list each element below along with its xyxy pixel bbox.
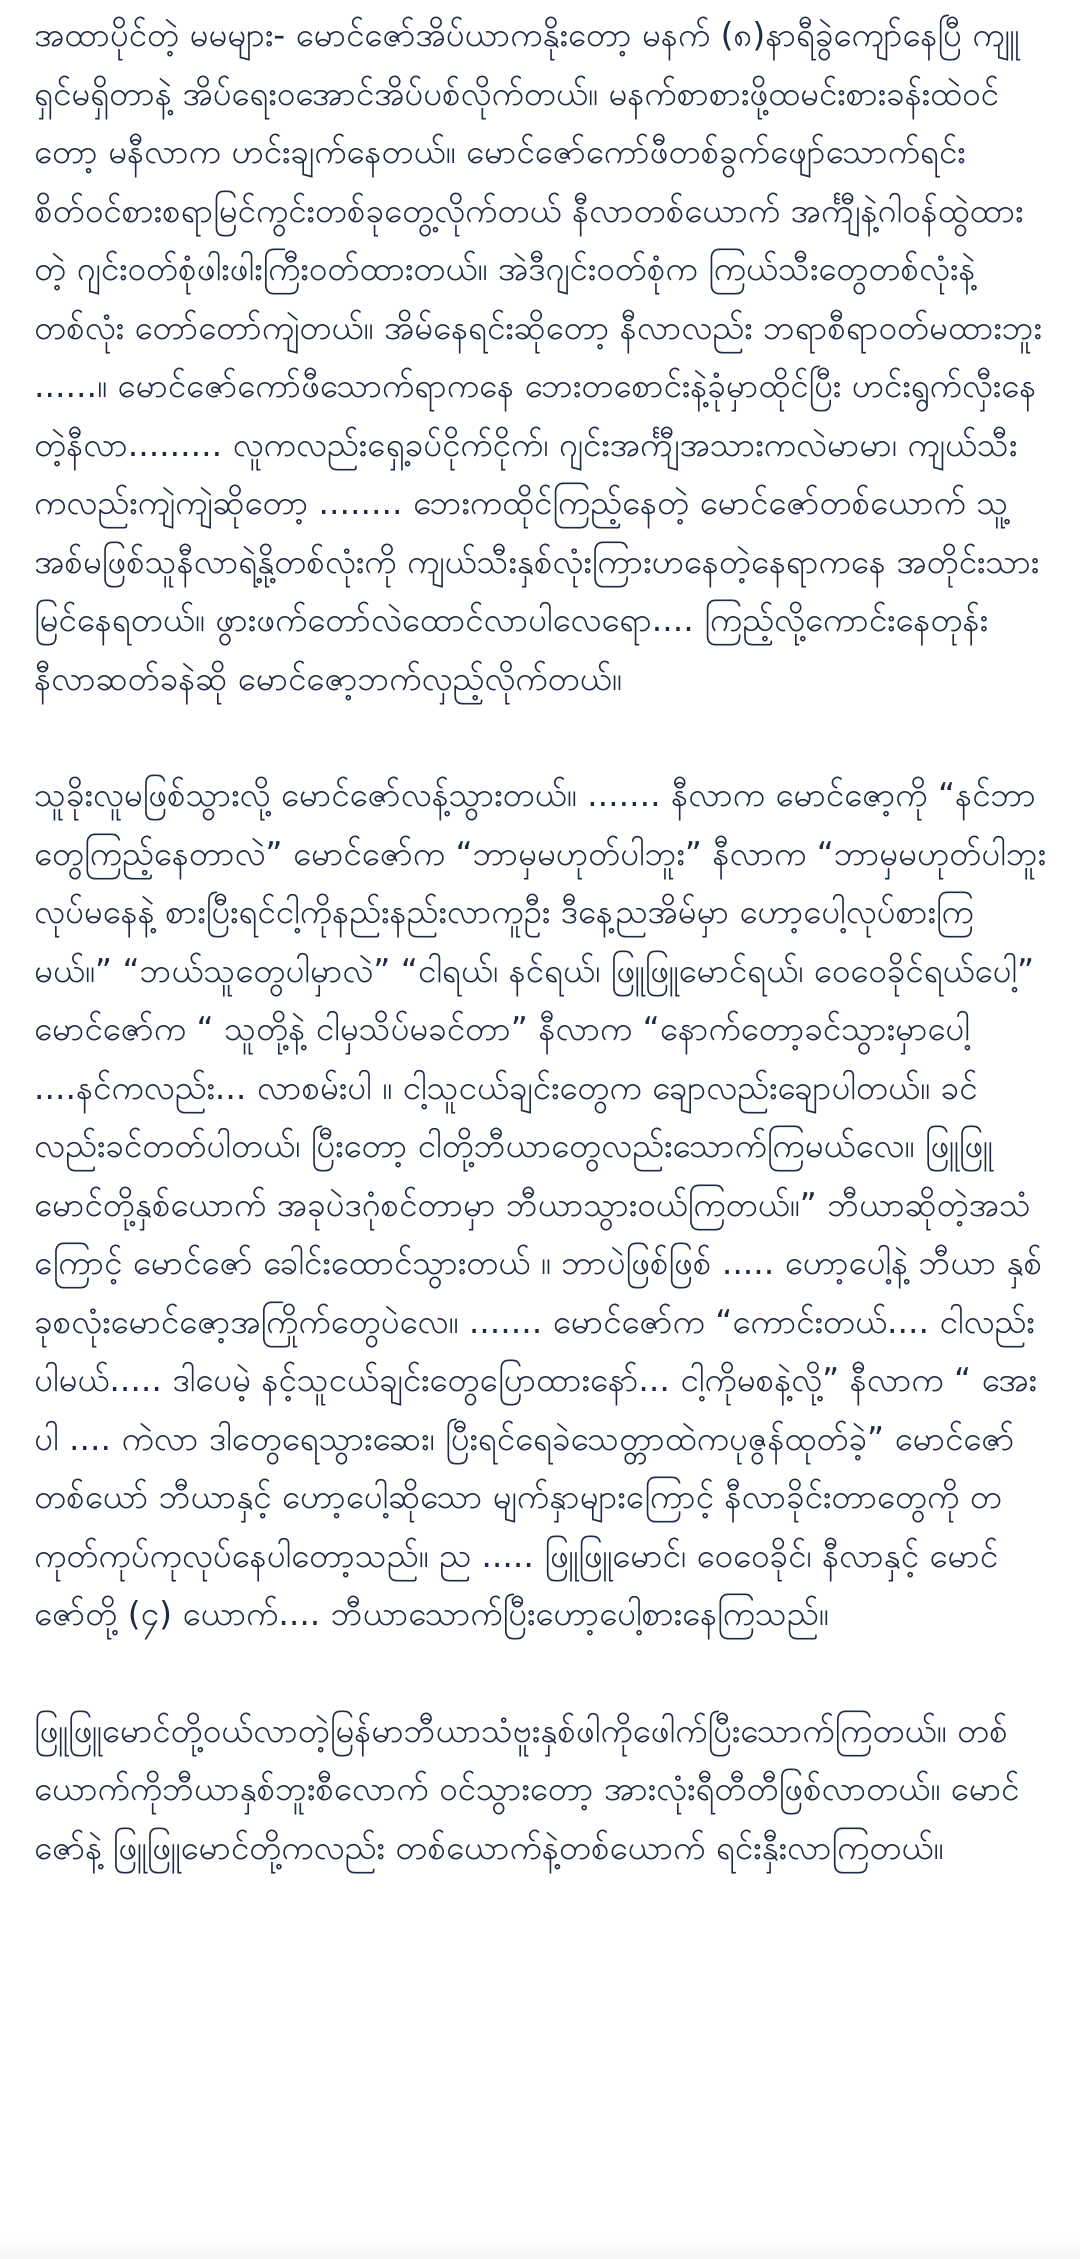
paragraph-3: ဖြူဖြူမောင်တို့ဝယ်လာတဲ့မြန်မာဘီယာသံဗူးနှစ်ဖါကိုဖေါက်ပြီးသောက်ကြတယ်။ တစ်ယောက်ကိုဘီယာနှစ်ဘူးစီလောက် ဝင်သွားတော့ အားလုံးရီတီတီဖြစ်လာတယ်။ မောင်ဇော်နဲ့ ဖြူဖြူမောင်တို့ကလည်း တစ်ယောက်နဲ့တစ်ယောက် ရင်းနှီးလာကြတယ်။ <box>34 1710 1020 1867</box>
paragraph-2: သူခိုးလူမဖြစ်သွားလို့ မောင်ဇော်လန့်သွားတယ်။ ....... နီလာက မောင်ဇော့ကို “နင်ဘာတွေကြည့်နေတာလဲ” မောင်ဇော်က “ဘာမှမဟုတ်ပါဘူး” နီလာက “ဘာမှမဟုတ်ပါဘူးလုပ်မနေနဲ့ စားပြီးရင်ငါ့ကိုနည်းနည်းလာကူဦး ဒီနေ့ညအိမ်မှာ ဟော့ပေါ့လုပ်စားကြမယ်။” “ဘယ်သူတွေပါမှာလဲ” “ငါရယ်၊ နင်ရယ်၊ ဖြူဖြူမောင်ရယ်၊ ဝေဝေခိုင်ရယ်ပေါ့” မောင်ဇော်က “ သူတို့နဲ့ ငါမှသိပ်မခင်တာ” နီလာက “နောက်တော့ခင်သွားမှာပေါ့ ....နင်ကလည်း... လာစမ်းပါ ။ ငါ့သူငယ်ချင်းတွေက ချောလည်းချောပါတယ်။ ခင်လည်းခင်တတ်ပါတယ်၊ ပြီးတော့ ငါတို့ဘီယာတွေလည်းသောက်ကြမယ်လေ။ ဖြူဖြူမောင်တို့နှစ်ယောက် အခုပဲဒဂုံစင်တာမှာ ဘီယာသွားဝယ်ကြတယ်။” ဘီယာဆိုတဲ့အသံကြောင့် မောင်ဇော် ခေါင်းထောင်သွားတယ် ။ ဘာပဲဖြစ်ဖြစ် ..... ဟော့ပေါ့နဲ့ ဘီယာ နှစ်ခုစလုံးမောင်ဇော့အကြိုက်တွေပဲလေ။ ....... မောင်ဇော်က “ကောင်းတယ်.... ငါလည်းပါမယ်..... ဒါပေမဲ့ နင့်သူငယ်ချင်းတွေပြောထားနော်... ငါ့ကိုမစနဲ့လို့” နီလာက “ အေးပါ .... ကဲလာ ဒါတွေရေသွားဆေး၊ ပြီးရင်ရေခဲသေတ္တာထဲကပုဇွန်ထုတ်ခဲ့” မောင်ဇော်တစ်ယော် ဘီယာနှင့် ဟော့ပေါ့ဆိုသော မျက်နှာများကြောင့် နီလာခိုင်းတာတွေကို တကုတ်ကုပ်ကုလုပ်နေပါတော့သည်။ ည ..... ဖြူဖြူမောင်၊ ဝေဝေခိုင်၊ နီလာနှင့် မောင်ဇော်တို့ (၄) ယောက်.... ဘီယာသောက်ပြီးဟော့ပေါ့စားနေကြသည်။ <box>34 775 1046 1633</box>
bottom-fade <box>0 2237 1080 2259</box>
paragraph-1: အထာပိုင်တဲ့ မမများ- မောင်ဇော်အိပ်ယာကနိုးတော့ မနက် (၈)နာရီခွဲကျော်နေပြီ ကျူရှင်မရှိတာနဲ့ အိပ်ရေးဝအောင်အိပ်ပစ်လိုက်တယ်။ မနက်စာစားဖို့ထမင်းစားခန်းထဲဝင်တော့ မနီလာက ဟင်းချက်နေတယ်။ မောင်ဇော်ကော်ဖီတစ်ခွက်ဖျော်သောက်ရင်း စိတ်ဝင်စားစရာမြင်ကွင်းတစ်ခုတွေ့လိုက်တယ် နီလာတစ်ယောက် အင်္ကျီနဲ့ဂါဝန်ထွဲထားတဲ့ ဂျင်းဝတ်စုံဖါးဖါးကြီးဝတ်ထားတယ်။ အဲဒီဂျင်းဝတ်စုံက ကြယ်သီးတွေတစ်လုံးနဲ့တစ်လုံး တော်တော်ကျဲတယ်။ အိမ်နေရင်းဆိုတော့ နီလာလည်း ဘရာစီရာဝတ်မထားဘူး ......။ မောင်ဇော်ကော်ဖီသောက်ရာကနေ ဘေးတစောင်းနဲ့ခုံမှာထိုင်ပြီး ဟင်းရွက်လှီးနေတဲ့နီလာ......... လူကလည်းရှေ့ခပ်ငိုက်ငိုက်၊ ဂျင်းအင်္ကျီအသားကလဲမာမာ၊ ကျယ်သီးကလည်းကျဲကျဲဆိုတော့ ........ ဘေးကထိုင်ကြည့်နေတဲ့ မောင်ဇော်တစ်ယောက် သူ့အစ်မဖြစ်သူနီလာရဲ့နို့တစ်လုံးကို ကျယ်သီးနှစ်လုံးကြားဟနေတဲ့နေရာကနေ အတိုင်းသားမြင်နေရတယ်။ ဖွားဖက်တော်လဲထောင်လာပါလေရော.... ကြည့်လို့ကောင်းနေတုန်း နီလာဆတ်ခနဲဆို မောင်ဇော့ဘက်လှည့်လိုက်တယ်။ <box>34 15 1042 698</box>
